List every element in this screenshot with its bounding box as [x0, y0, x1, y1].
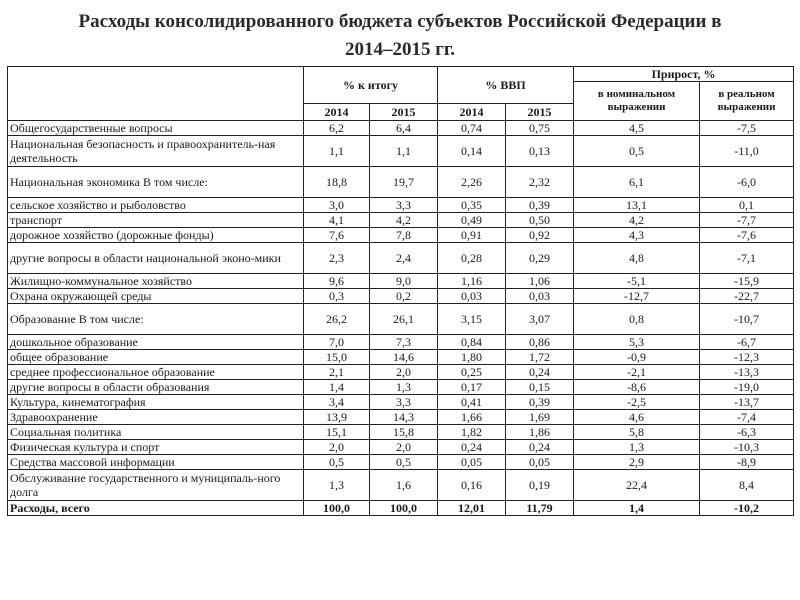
row-value: 22,4: [574, 470, 700, 501]
table-row: [8, 198, 794, 213]
row-value: 1,6: [370, 470, 438, 501]
table-row: [8, 121, 794, 136]
row-label: Национальная экономика В том числе:: [8, 167, 304, 198]
row-label: транспорт: [8, 213, 304, 228]
row-value: 18,8: [304, 167, 370, 198]
table-row: [8, 425, 794, 440]
row-value: 7,8: [370, 228, 438, 243]
row-value: -10,7: [700, 304, 794, 335]
row-value: -7,7: [700, 213, 794, 228]
row-value: 0,05: [506, 455, 574, 470]
row-label: Социальная политика: [8, 425, 304, 440]
row-value: 6,1: [574, 167, 700, 198]
row-value: 9,0: [370, 274, 438, 289]
row-value: 26,1: [370, 304, 438, 335]
row-value: 5,3: [574, 335, 700, 350]
row-value: -7,6: [700, 228, 794, 243]
row-value: 100,0: [370, 501, 438, 516]
row-value: 4,1: [304, 213, 370, 228]
page-title: [0, 8, 800, 64]
row-value: 0,2: [370, 289, 438, 304]
table-row: [8, 335, 794, 350]
row-value: 0,86: [506, 335, 574, 350]
header-growth: Прирост, %: [574, 67, 794, 82]
row-value: 0,17: [438, 380, 506, 395]
row-value: -8,9: [700, 455, 794, 470]
row-label: общее образование: [8, 350, 304, 365]
budget-table: [7, 66, 794, 516]
row-value: 9,6: [304, 274, 370, 289]
table-container: [7, 66, 793, 516]
row-value: 4,8: [574, 243, 700, 274]
row-value: 7,3: [370, 335, 438, 350]
row-value: 3,3: [370, 198, 438, 213]
row-label: Здравоохранение: [8, 410, 304, 425]
row-value: 0,24: [438, 440, 506, 455]
row-value: 1,3: [370, 380, 438, 395]
row-value: -6,0: [700, 167, 794, 198]
row-value: 0,29: [506, 243, 574, 274]
row-value: 0,24: [506, 440, 574, 455]
row-value: 0,03: [506, 289, 574, 304]
row-label: Охрана окружающей среды: [8, 289, 304, 304]
row-value: 0,50: [506, 213, 574, 228]
row-value: 3,0: [304, 198, 370, 213]
row-value: 0,15: [506, 380, 574, 395]
row-value: -15,9: [700, 274, 794, 289]
row-value: 2,0: [304, 440, 370, 455]
row-value: 0,35: [438, 198, 506, 213]
title-line-2: 2014–2015 гг.: [344, 39, 456, 60]
row-value: 0,92: [506, 228, 574, 243]
row-value: 0,1: [700, 198, 794, 213]
table-row: [8, 455, 794, 470]
row-value: 1,4: [304, 380, 370, 395]
table-row: [8, 213, 794, 228]
row-label: Культура, кинематография: [8, 395, 304, 410]
row-value: 0,16: [438, 470, 506, 501]
table-row: [8, 289, 794, 304]
table-row: [8, 304, 794, 335]
row-value: 0,05: [438, 455, 506, 470]
row-value: 6,4: [370, 121, 438, 136]
table-row: [8, 136, 794, 167]
header-empty: [8, 67, 304, 121]
row-value: 2,32: [506, 167, 574, 198]
row-label: Жилищно-коммунальное хозяйство: [8, 274, 304, 289]
row-value: -8,6: [574, 380, 700, 395]
row-value: 2,26: [438, 167, 506, 198]
row-value: 1,1: [304, 136, 370, 167]
row-value: 13,1: [574, 198, 700, 213]
row-label: Физическая культура и спорт: [8, 440, 304, 455]
row-label: Расходы, всего: [8, 501, 304, 516]
row-label: другие вопросы в области образования: [8, 380, 304, 395]
row-value: 0,74: [438, 121, 506, 136]
row-value: 0,5: [304, 455, 370, 470]
table-row: [8, 410, 794, 425]
header-pct-total: % к итогу: [304, 67, 438, 104]
row-value: -2,1: [574, 365, 700, 380]
row-label: среднее профессиональное образование: [8, 365, 304, 380]
row-value: 0,13: [506, 136, 574, 167]
row-value: 2,9: [574, 455, 700, 470]
row-value: 2,3: [304, 243, 370, 274]
row-value: 1,86: [506, 425, 574, 440]
table-body: [8, 121, 794, 516]
row-value: 4,6: [574, 410, 700, 425]
table-row: [8, 167, 794, 198]
header-row-1: [8, 67, 794, 82]
row-value: 15,0: [304, 350, 370, 365]
row-value: -19,0: [700, 380, 794, 395]
header-year-2015-b: 2015: [506, 104, 574, 121]
row-label: Общегосударственные вопросы: [8, 121, 304, 136]
row-value: 19,7: [370, 167, 438, 198]
header-year-2014-b: 2014: [438, 104, 506, 121]
row-value: 14,3: [370, 410, 438, 425]
row-value: -10,2: [700, 501, 794, 516]
header-real: в реальном выражении: [700, 82, 794, 121]
row-value: 2,1: [304, 365, 370, 380]
row-value: -7,4: [700, 410, 794, 425]
row-value: -11,0: [700, 136, 794, 167]
row-label: дошкольное образование: [8, 335, 304, 350]
header-year-2015-a: 2015: [370, 104, 438, 121]
row-label: Национальная безопасность и правоохранитель-ная деятельность: [8, 136, 304, 167]
row-value: 0,03: [438, 289, 506, 304]
row-value: -6,7: [700, 335, 794, 350]
row-value: 0,28: [438, 243, 506, 274]
row-value: 1,80: [438, 350, 506, 365]
table-row: [8, 274, 794, 289]
row-value: 2,0: [370, 365, 438, 380]
row-value: 3,15: [438, 304, 506, 335]
row-value: 0,91: [438, 228, 506, 243]
table-row: [8, 470, 794, 501]
row-value: 0,8: [574, 304, 700, 335]
row-value: 1,3: [574, 440, 700, 455]
row-value: 5,8: [574, 425, 700, 440]
header-year-2014-a: 2014: [304, 104, 370, 121]
row-value: 100,0: [304, 501, 370, 516]
row-value: 6,2: [304, 121, 370, 136]
row-label: дорожное хозяйство (дорожные фонды): [8, 228, 304, 243]
row-value: 1,82: [438, 425, 506, 440]
row-value: -12,3: [700, 350, 794, 365]
row-value: 11,79: [506, 501, 574, 516]
row-value: 12,01: [438, 501, 506, 516]
table-row: [8, 243, 794, 274]
row-value: 0,25: [438, 365, 506, 380]
row-value: 1,16: [438, 274, 506, 289]
row-value: 1,69: [506, 410, 574, 425]
row-value: 7,6: [304, 228, 370, 243]
row-value: 4,5: [574, 121, 700, 136]
row-value: -13,7: [700, 395, 794, 410]
row-label: Обслуживание государственного и муниципаль-ного долга: [8, 470, 304, 501]
row-value: 3,4: [304, 395, 370, 410]
table-row: [8, 380, 794, 395]
table-row: [8, 228, 794, 243]
row-value: 1,06: [506, 274, 574, 289]
row-value: 3,3: [370, 395, 438, 410]
table-row: [8, 365, 794, 380]
header-pct-gdp: % ВВП: [438, 67, 574, 104]
row-value: -10,3: [700, 440, 794, 455]
row-value: 4,3: [574, 228, 700, 243]
row-value: 1,1: [370, 136, 438, 167]
row-value: 4,2: [370, 213, 438, 228]
row-value: 0,24: [506, 365, 574, 380]
title-line-1: Расходы консолидированного бюджета субъектов Российской Федерации в: [78, 11, 722, 32]
row-label: другие вопросы в области национальной эконо-мики: [8, 243, 304, 274]
row-value: -13,3: [700, 365, 794, 380]
row-value: 15,8: [370, 425, 438, 440]
row-value: -6,3: [700, 425, 794, 440]
row-value: -0,9: [574, 350, 700, 365]
row-value: -7,1: [700, 243, 794, 274]
row-value: 0,75: [506, 121, 574, 136]
row-value: 3,07: [506, 304, 574, 335]
row-value: 7,0: [304, 335, 370, 350]
row-value: 4,2: [574, 213, 700, 228]
row-value: 1,66: [438, 410, 506, 425]
row-value: 0,3: [304, 289, 370, 304]
row-value: 0,84: [438, 335, 506, 350]
row-value: 0,39: [506, 198, 574, 213]
row-value: 2,0: [370, 440, 438, 455]
row-value: 0,19: [506, 470, 574, 501]
row-value: -2,5: [574, 395, 700, 410]
table-row: [8, 501, 794, 516]
row-label: Средства массовой информации: [8, 455, 304, 470]
header-nominal: в номинальном выражении: [574, 82, 700, 121]
row-value: 15,1: [304, 425, 370, 440]
row-value: 0,14: [438, 136, 506, 167]
row-value: 0,39: [506, 395, 574, 410]
table-row: [8, 395, 794, 410]
row-value: 1,3: [304, 470, 370, 501]
row-value: 1,72: [506, 350, 574, 365]
row-value: 2,4: [370, 243, 438, 274]
row-value: -5,1: [574, 274, 700, 289]
row-value: 26,2: [304, 304, 370, 335]
row-value: -22,7: [700, 289, 794, 304]
row-value: 0,41: [438, 395, 506, 410]
row-label: сельское хозяйство и рыболовство: [8, 198, 304, 213]
row-value: 14,6: [370, 350, 438, 365]
row-value: 8,4: [700, 470, 794, 501]
row-value: -12,7: [574, 289, 700, 304]
table-row: [8, 440, 794, 455]
row-value: -7,5: [700, 121, 794, 136]
table-row: [8, 350, 794, 365]
row-value: 0,5: [574, 136, 700, 167]
row-label: Образование В том числе:: [8, 304, 304, 335]
row-value: 0,49: [438, 213, 506, 228]
row-value: 0,5: [370, 455, 438, 470]
row-value: 13,9: [304, 410, 370, 425]
row-value: 1,4: [574, 501, 700, 516]
